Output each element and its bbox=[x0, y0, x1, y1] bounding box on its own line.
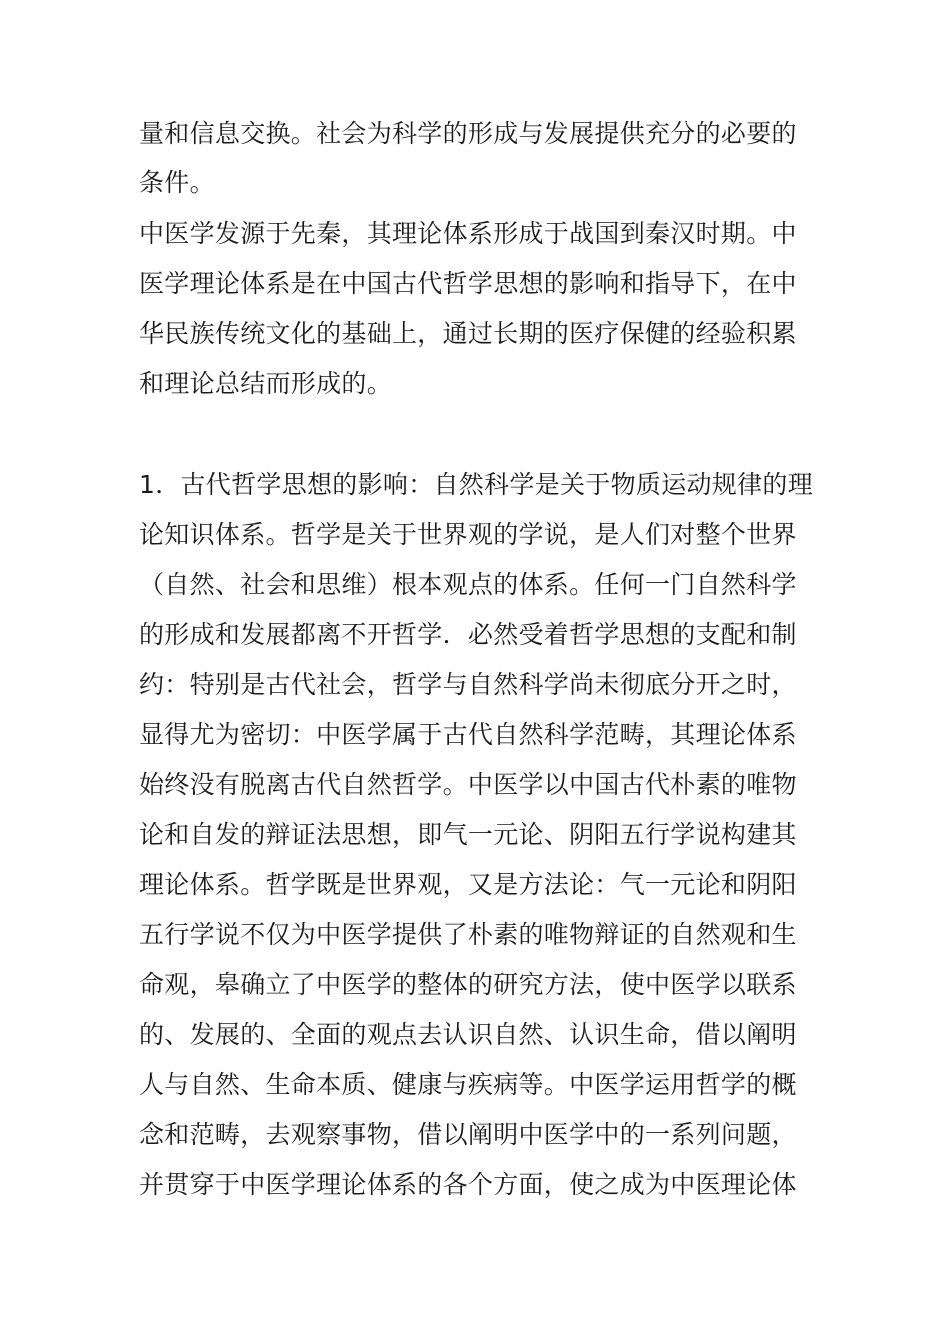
text-line: 的、发展的、全面的观点去认识自然、认识生命，借以阐明 bbox=[139, 1020, 797, 1049]
text-line: 论知识体系。哲学是关于世界观的学说，是人们对整个世界 bbox=[139, 520, 797, 549]
text-line: 五行学说不仅为中医学提供了朴素的唯物辩证的自然观和生 bbox=[139, 920, 797, 949]
text-line: 论和自发的辩证法思想，即气一元论、阴阳五行学说构建其 bbox=[139, 820, 797, 849]
text-line: 和理论总结而形成的。 bbox=[139, 369, 393, 398]
text-line: 的形成和发展都离不开哲学．必然受着哲学思想的支配和制 bbox=[139, 620, 797, 649]
text-line: 命观，皋确立了中医学的整体的研究方法，使中医学以联系 bbox=[139, 970, 797, 999]
text-line: 始终没有脱离古代自然哲学。中医学以中国古代朴素的唯物 bbox=[139, 770, 797, 799]
text-line: 人与自然、生命本质、健康与疾病等。中医学运用哲学的概 bbox=[139, 1070, 797, 1099]
text-line: 医学理论体系是在中国古代哲学思想的影响和指导下，在中 bbox=[139, 269, 797, 298]
text-line: 念和范畴，去观察事物，借以阐明中医学中的一系列问题， bbox=[139, 1120, 797, 1149]
text-line: 约：特别是古代社会，哲学与自然科学尚未彻底分开之时， bbox=[139, 670, 797, 699]
text-line: 并贯穿于中医学理论体系的各个方面，使之成为中医理论体 bbox=[139, 1170, 797, 1199]
text-line: 理论体系。哲学既是世界观，又是方法论：气一元论和阴阳 bbox=[139, 870, 797, 899]
text-line: （自然、社会和思维）根本观点的体系。任何一门自然科学 bbox=[139, 570, 797, 599]
text-line: 中医学发源于先秦，其理论体系形成于战国到秦汉时期。中 bbox=[139, 219, 797, 248]
text-line: 1．古代哲学思想的影响：自然科学是关于物质运动规律的理 bbox=[139, 470, 814, 499]
text-line: 显得尤为密切：中医学属于古代自然科学范畴，其理论体系 bbox=[139, 720, 797, 749]
text-line: 量和信息交换。社会为科学的形成与发展提供充分的必要的 bbox=[139, 119, 797, 148]
text-line: 条件。 bbox=[139, 168, 215, 197]
text-line: 华民族传统文化的基础上，通过长期的医疗保健的经验积累 bbox=[139, 319, 797, 348]
